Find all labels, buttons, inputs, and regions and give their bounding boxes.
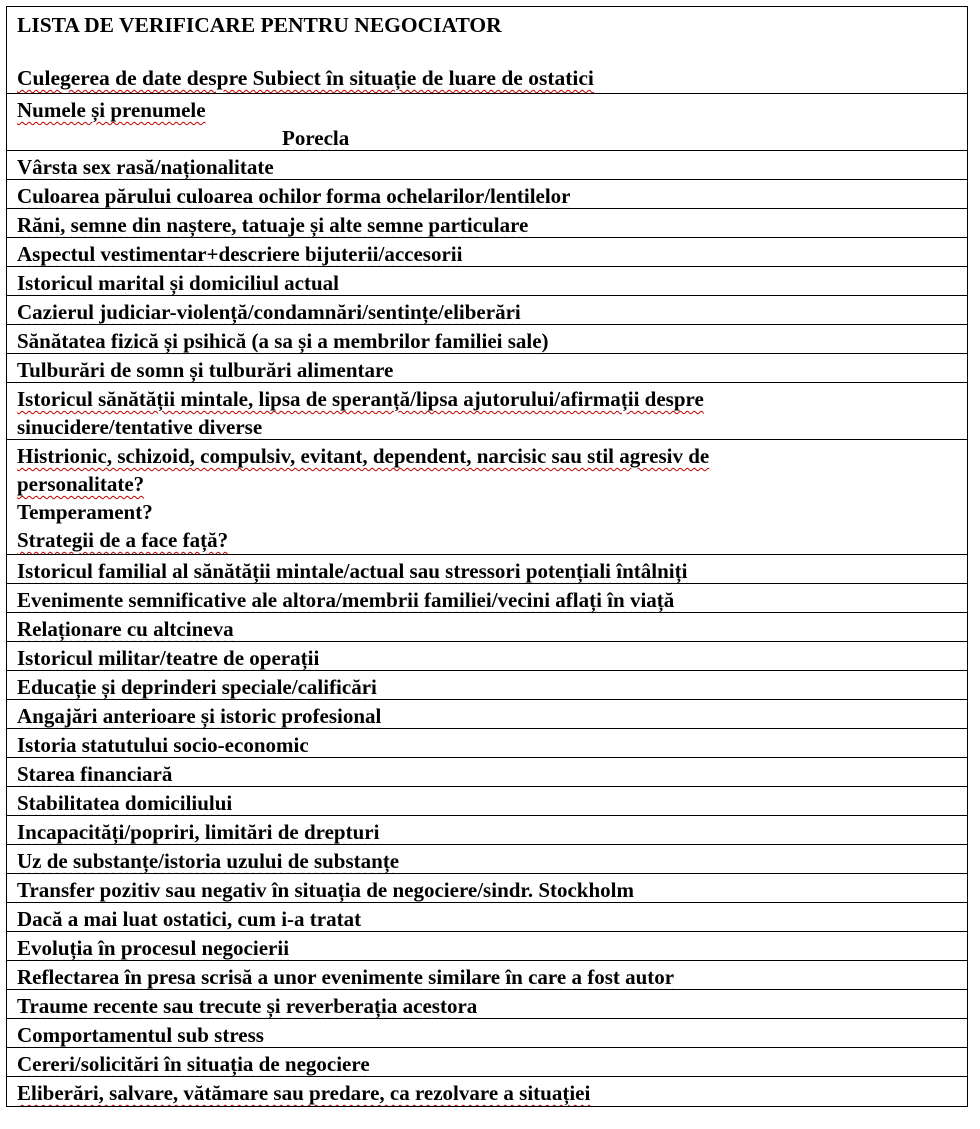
checklist-row: Aspectul vestimentar+descriere bijuterii/accesorii	[7, 238, 967, 267]
row-text: personalitate?	[17, 472, 145, 496]
checklist-row: Istoricul militar/teatre de operații	[7, 642, 967, 671]
checklist-row: Stabilitatea domiciliului	[7, 787, 967, 816]
document-title: LISTA DE VERIFICARE PENTRU NEGOCIATOR	[17, 13, 502, 37]
checklist-row: Cereri/solicitări în situația de negociere	[7, 1048, 967, 1077]
checklist-row: Evenimente semnificative ale altora/membrii familiei/vecini aflați în viață	[7, 584, 967, 613]
checklist-row: Tulburări de somn și tulburări alimentare	[7, 354, 967, 383]
checklist-row: Comportamentul sub stress	[7, 1019, 967, 1048]
row-text: Porecla	[282, 126, 350, 150]
checklist-row: Răni, semne din naștere, tatuaje și alte semne particulare	[7, 209, 967, 238]
row-text: Numele și prenumele	[17, 98, 206, 122]
checklist-row: Starea financiară	[7, 758, 967, 787]
document-subtitle: Culegerea de date despre Subiect în situație de luare de ostatici	[17, 66, 594, 90]
checklist-row-name	[7, 94, 967, 151]
checklist-row: Reflectarea în presa scrisă a unor evenimente similare în care a fost autor	[7, 961, 967, 990]
checklist-row: Sănătatea fizică și psihică (a sa și a membrilor familiei sale)	[7, 325, 967, 354]
checklist-table	[6, 6, 968, 1107]
checklist-row: Eliberări, salvare, vătămare sau predare, ca rezolvare a situației	[17, 1081, 591, 1105]
table-header	[7, 7, 967, 94]
row-text: Strategii de a face față?	[17, 528, 229, 552]
checklist-row: Istoricul marital și domiciliul actual	[7, 267, 967, 296]
row-text: Istoricul sănătății mintale, lipsa de speranță/lipsa ajutorului/afirmații despre	[17, 387, 704, 411]
checklist-row: Transfer pozitiv sau negativ în situația de negociere/sindr. Stockholm	[7, 874, 967, 903]
checklist-row: Istoria statutului socio-economic	[7, 729, 967, 758]
checklist-row-mental-health	[7, 383, 967, 440]
checklist-row: Relaționare cu altcineva	[7, 613, 967, 642]
checklist-row: Educație și deprinderi speciale/calificări	[7, 671, 967, 700]
checklist-row: Traume recente sau trecute și reverberația acestora	[7, 990, 967, 1019]
checklist-row: Vârsta sex rasă/naționalitate	[7, 151, 967, 180]
row-text: sinucidere/tentative diverse	[17, 415, 263, 439]
checklist-row: Cazierul judiciar-violență/condamnări/sentințe/eliberări	[7, 296, 967, 325]
checklist-row: Culoarea părului culoarea ochilor forma ochelarilor/lentilelor	[7, 180, 967, 209]
checklist-row: Incapacități/popriri, limitări de drepturi	[7, 816, 967, 845]
checklist-row: Dacă a mai luat ostatici, cum i-a tratat	[7, 903, 967, 932]
checklist-row: Angajări anterioare și istoric profesional	[7, 700, 967, 729]
checklist-row: Istoricul familial al sănătății mintale/actual sau stressori potențiali întâlniți	[7, 555, 967, 584]
row-text: Histrionic, schizoid, compulsiv, evitant, dependent, narcisic sau stil agresiv de	[17, 444, 710, 468]
checklist-row: Uz de substanțe/istoria uzului de substanțe	[7, 845, 967, 874]
checklist-row-personality	[7, 440, 967, 555]
row-text: Temperament?	[17, 500, 153, 524]
checklist-row: Evoluția în procesul negocierii	[7, 932, 967, 961]
